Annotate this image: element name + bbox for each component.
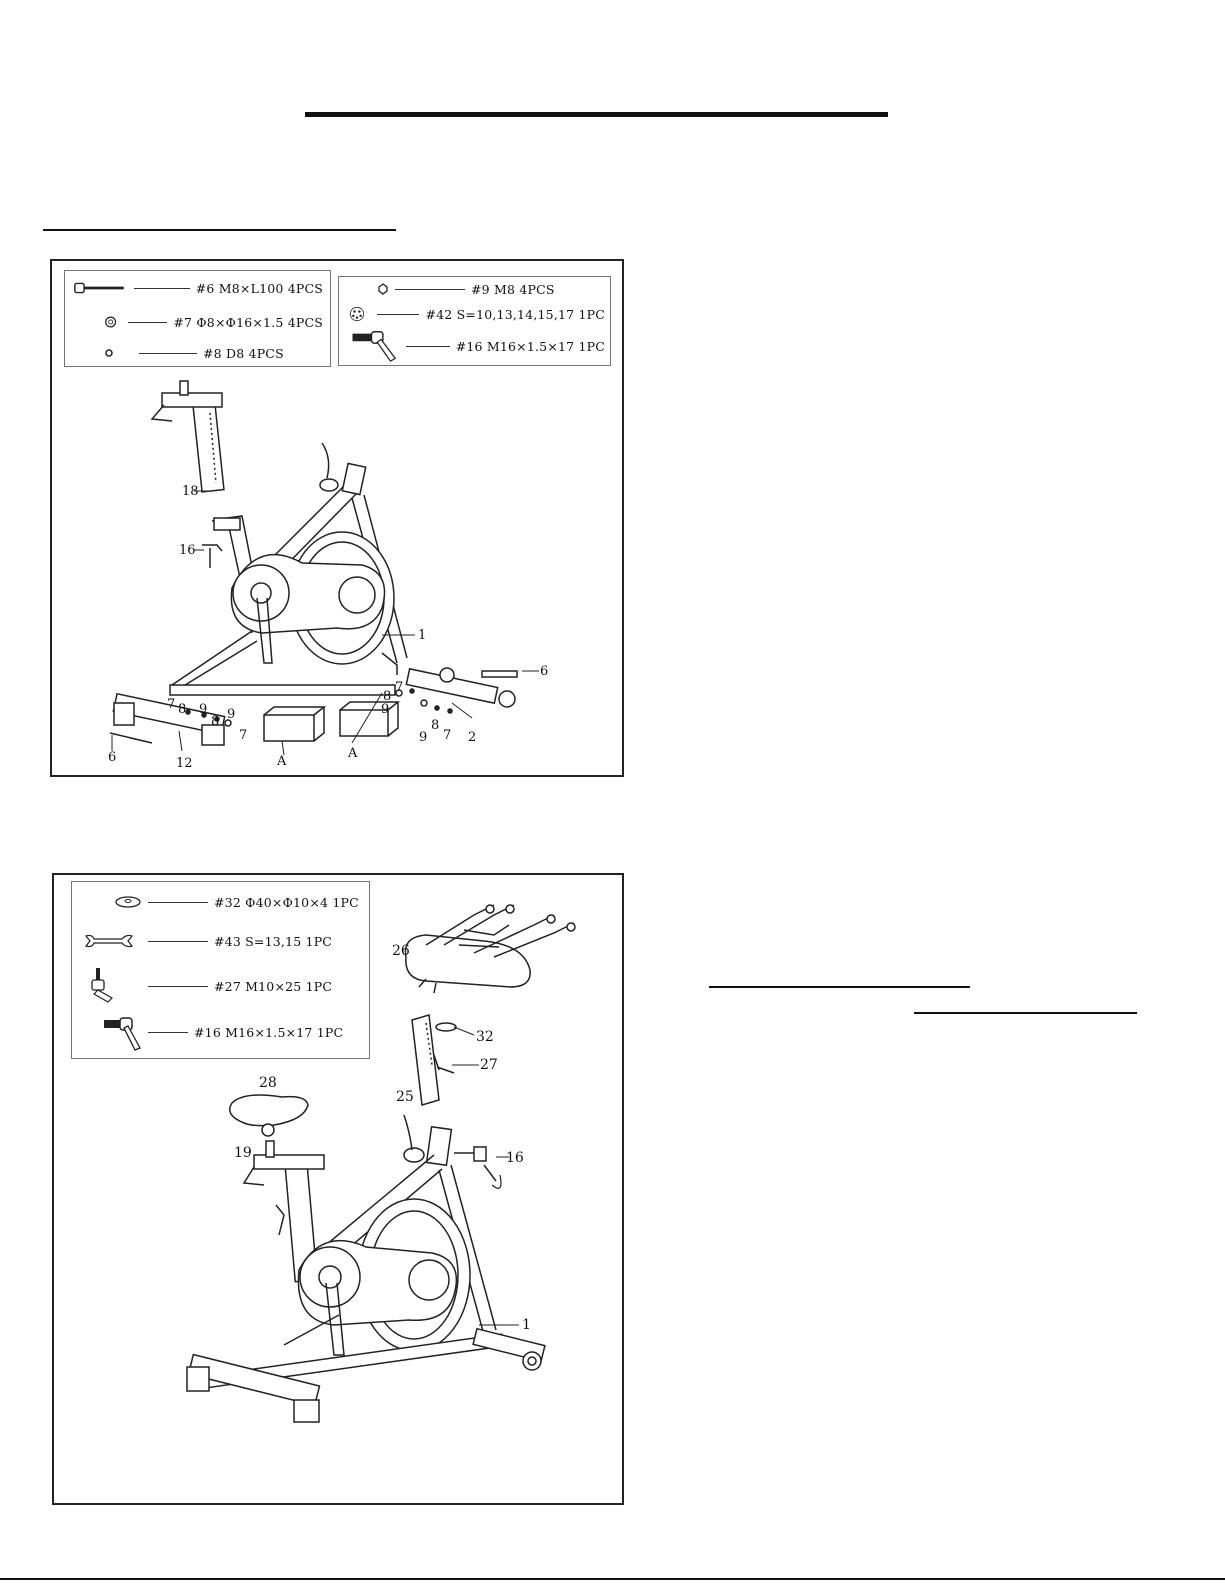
- knob-icon: [343, 329, 400, 363]
- callout-8: 8: [211, 714, 220, 729]
- hardware-label: #27 M10×25 1PC: [214, 978, 333, 994]
- hardware-label: #16 M16×1.5×17 1PC: [455, 338, 605, 354]
- callout-26: 26: [392, 943, 410, 959]
- hardware-label: #8 D8 4PCS: [203, 345, 284, 361]
- callout-7: 7: [443, 728, 452, 743]
- hardware-item-16: [343, 329, 605, 363]
- callout-32: 32: [476, 1029, 494, 1045]
- hardware-label: #6 M8×L100 4PCS: [195, 280, 323, 296]
- hardware-box-left: [64, 270, 331, 367]
- callout-7: 7: [167, 697, 176, 712]
- callout-a-left: A: [277, 754, 287, 769]
- bike-assembly-diagram-1: [52, 373, 618, 773]
- callout-8: 8: [383, 689, 392, 704]
- callout-1: 1: [522, 1317, 531, 1333]
- callout-7: 7: [239, 728, 248, 743]
- hardware-item-42: [343, 299, 605, 329]
- hardware-label: #9 M8 4PCS: [471, 281, 555, 297]
- section-rule-step1: [43, 229, 396, 231]
- callout-18: 18: [182, 484, 199, 499]
- footer-rule: [0, 1578, 1225, 1580]
- callout-6-front: 6: [540, 664, 549, 679]
- callout-2: 2: [468, 730, 477, 745]
- bike-assembly-diagram-2: [54, 875, 620, 1495]
- washer-icon: [73, 312, 122, 332]
- callout-27: 27: [480, 1057, 498, 1073]
- multi-wrench-icon: [343, 299, 371, 329]
- callout-9: 9: [419, 730, 428, 745]
- section-rule-step2-b: [914, 1012, 1137, 1014]
- callout-9: 9: [227, 707, 236, 722]
- hardware-label: #32 Φ40×Φ10×4 1PC: [214, 894, 359, 910]
- callout-28: 28: [259, 1075, 277, 1091]
- section-rule-step2-a: [709, 986, 970, 988]
- callout-1: 1: [418, 628, 427, 643]
- bolt-icon: [73, 278, 128, 298]
- callout-25: 25: [396, 1089, 414, 1105]
- hardware-box-right: [338, 276, 611, 366]
- hardware-item-9: [343, 279, 605, 299]
- hardware-label: #43 S=13,15 1PC: [214, 933, 333, 949]
- small-washer-icon: [73, 343, 133, 363]
- nut-icon: [343, 280, 389, 298]
- hardware-item-6: [73, 277, 323, 299]
- figure-2-panel: [52, 873, 624, 1505]
- figure-1-panel: [50, 259, 624, 777]
- hardware-item-7: [73, 311, 323, 333]
- callout-a-right: A: [348, 746, 358, 761]
- hardware-label: #42 S=10,13,14,15,17 1PC: [425, 306, 605, 322]
- callout-9: 9: [381, 702, 390, 717]
- callout-8: 8: [178, 702, 187, 717]
- callout-16: 16: [506, 1150, 524, 1166]
- callout-7: 7: [395, 680, 404, 695]
- hardware-label: #7 Φ8×Φ16×1.5 4PCS: [173, 314, 323, 330]
- callout-8: 8: [431, 718, 440, 733]
- hardware-item-8: [73, 342, 323, 364]
- hardware-label: #16 M16×1.5×17 1PC: [194, 1024, 344, 1040]
- callout-16: 16: [179, 543, 196, 558]
- title-rule: [305, 112, 888, 117]
- callout-9: 9: [199, 702, 208, 717]
- callout-12: 12: [176, 756, 193, 771]
- callout-6-rear: 6: [108, 750, 117, 765]
- callout-19: 19: [234, 1145, 252, 1161]
